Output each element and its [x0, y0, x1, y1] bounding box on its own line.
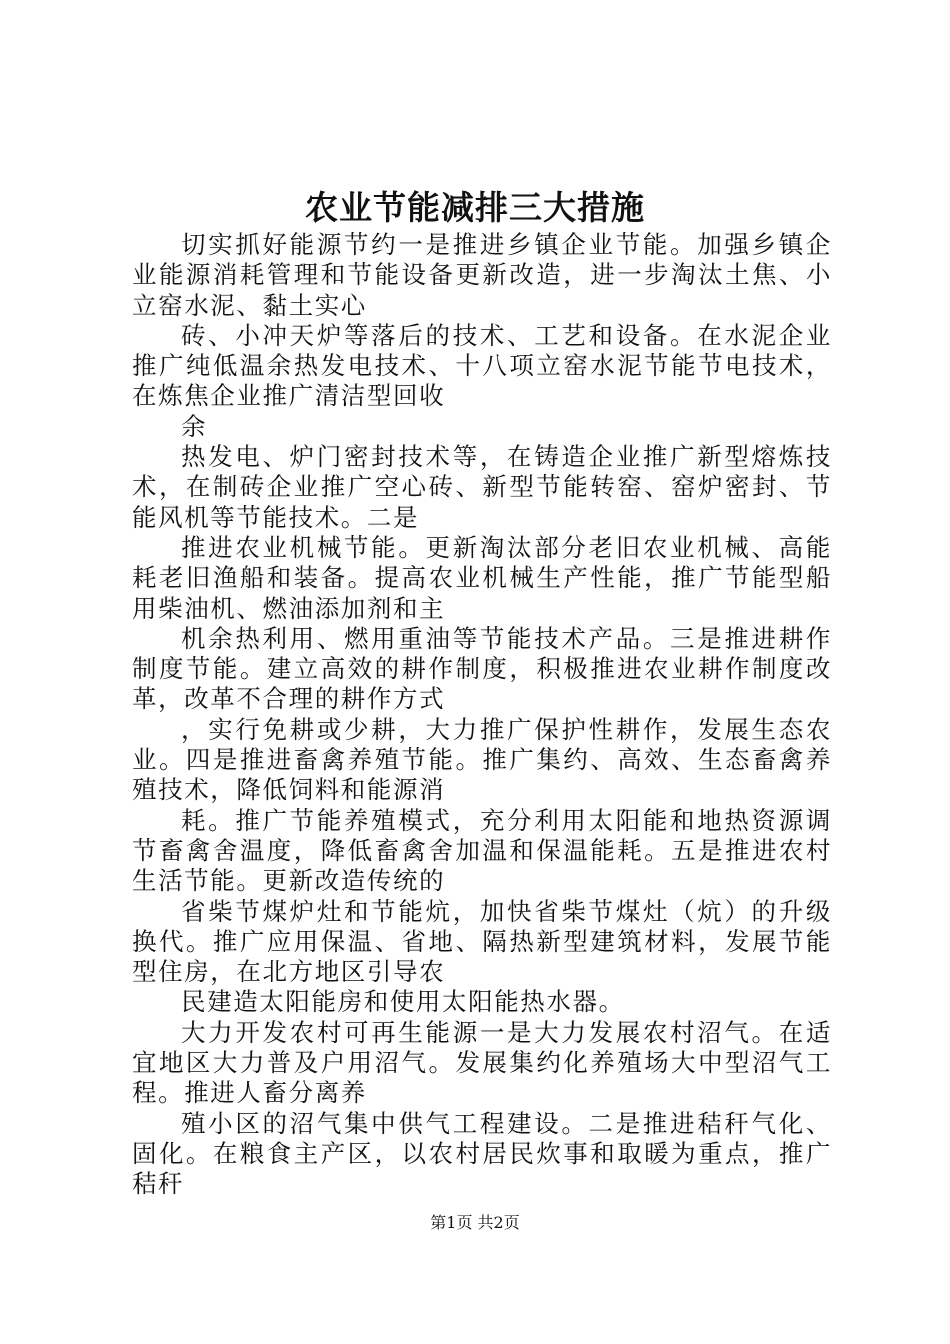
paragraph: 砖、小冲天炉等落后的技术、工艺和设备。在水泥企业推广纯低温余热发电技术、十八项立窑水泥节能节电技术，在炼焦企业推广清洁型回收: [132, 320, 832, 411]
paragraph: 切实抓好能源节约一是推进乡镇企业节能。加强乡镇企业能源消耗管理和节能设备更新改造，进一步淘汰土焦、小立窑水泥、黏土实心: [132, 230, 832, 320]
paragraph: 殖小区的沼气集中供气工程建设。二是推进秸秆气化、固化。在粮食主产区，以农村居民炊事和取暖为重点，推广秸秆: [132, 1108, 832, 1199]
paragraph: 民建造太阳能房和使用太阳能热水器。: [181, 987, 625, 1017]
page-footer: 第1页 共2页: [430, 1213, 520, 1232]
paragraph: 热发电、炉门密封技术等，在铸造企业推广新型熔炼技术，在制砖企业推广空心砖、新型节能转窑、窑炉密封、节能风机等节能技术。二是: [132, 442, 832, 532]
document-body: [132, 230, 832, 1200]
paragraph: 耗。推广节能养殖模式，充分利用太阳能和地热资源调节畜禽舍温度，降低畜禽舍加温和保温能耗。五是推进农村生活节能。更新改造传统的: [132, 805, 832, 896]
paragraph: 大力开发农村可再生能源一是大力发展农村沼气。在适宜地区大力普及户用沼气。发展集约化养殖场大中型沼气工程。推进人畜分离养: [132, 1017, 832, 1108]
paragraph: 机余热利用、燃用重油等节能技术产品。三是推进耕作制度节能。建立高效的耕作制度，积极推进农业耕作制度改革，改革不合理的耕作方式: [132, 623, 832, 714]
paragraph: 余: [181, 411, 208, 441]
paragraph: ，实行免耕或少耕，大力推广保护性耕作，发展生态农业。四是推进畜禽养殖节能。推广集约、高效、生态畜禽养殖技术，降低饲料和能源消: [132, 714, 832, 805]
paragraph: 省柴节煤炉灶和节能炕，加快省柴节煤灶（炕）的升级换代。推广应用保温、省地、隔热新型建筑材料，发展节能型住房，在北方地区引导农: [132, 896, 832, 987]
paragraph: 推进农业机械节能。更新淘汰部分老旧农业机械、高能耗老旧渔船和装备。提高农业机械生产性能，推广节能型船用柴油机、燃油添加剂和主: [132, 532, 832, 623]
document-title: 农业节能减排三大措施: [305, 188, 645, 227]
